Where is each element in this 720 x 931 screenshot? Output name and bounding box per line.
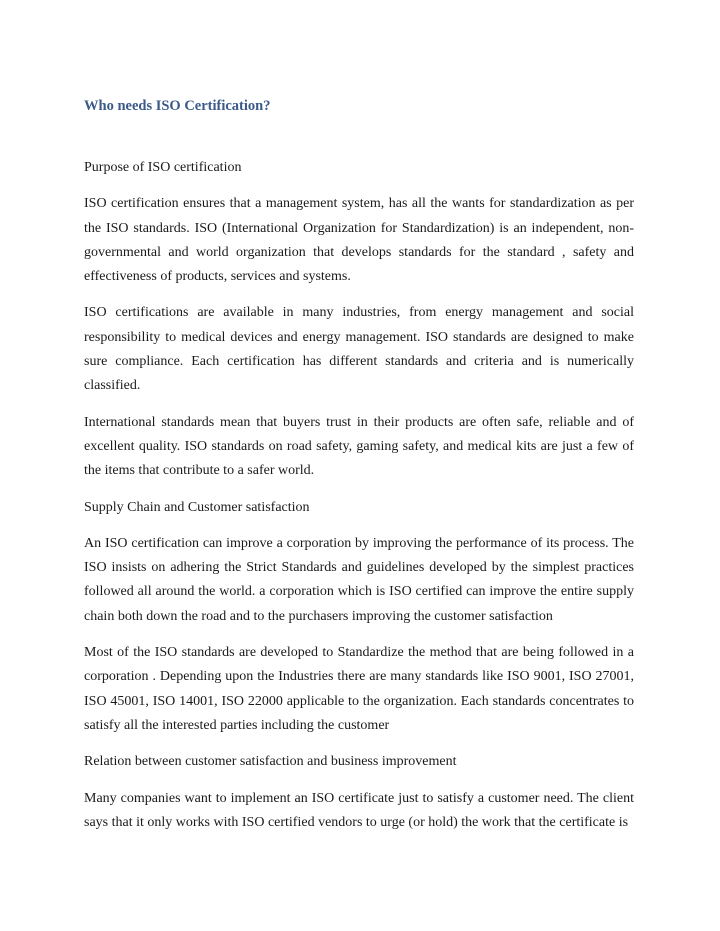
document-title: Who needs ISO Certification? [84, 98, 271, 114]
paragraph-iso-industries: ISO certifications are available in many industries, from energy management and social responsibility to medical devices and energy management. ISO standards are designed to make sure compliance. Each certification has different standards and criteria and is numerically classified. [84, 305, 634, 394]
paragraph-international-standards: International standards mean that buyers trust in their products are often safe, reliable and of excellent quality. ISO standards on road safety, gaming safety, and medical kits are just a few of the items that contribute to a safer world. [84, 414, 634, 479]
section-heading-supply-chain: Supply Chain and Customer satisfaction [84, 499, 310, 515]
paragraph-supply-chain: An ISO certification can improve a corporation by improving the performance of its process. The ISO insists on adhering the Strict Standards and guidelines developed by the simplest practices followed all around the world. a corporation which is ISO certified can improve the entire supply chain both down the road and to the purchasers improving the customer satisfaction [84, 535, 634, 624]
paragraph-iso-definition: ISO certification ensures that a management system, has all the wants for standardization as per the ISO standards. ISO (International Organization for Standardization) is an independent, non-governmental and world organization that develops standards for the standard , safety and effectiveness of products, services and systems. [84, 196, 634, 285]
paragraph-customer-need: Many companies want to implement an ISO certificate just to satisfy a customer need. The client says that it only works with ISO certified vendors to urge (or hold) the work that the certificate is [84, 790, 634, 830]
paragraph-iso-standards-list: Most of the ISO standards are developed to Standardize the method that are being followed in a corporation . Depending upon the Industries there are many standards like ISO 9001, ISO 27001, ISO 45001, ISO 14001, ISO 22000 applicable to the organization. Each standards concentrates to satisfy all the interested parties including the customer [84, 645, 634, 733]
document-body [84, 156, 634, 847]
section-heading-customer-satisfaction: Relation between customer satisfaction and business improvement [84, 754, 457, 770]
section-heading-purpose: Purpose of ISO certification [84, 160, 242, 175]
